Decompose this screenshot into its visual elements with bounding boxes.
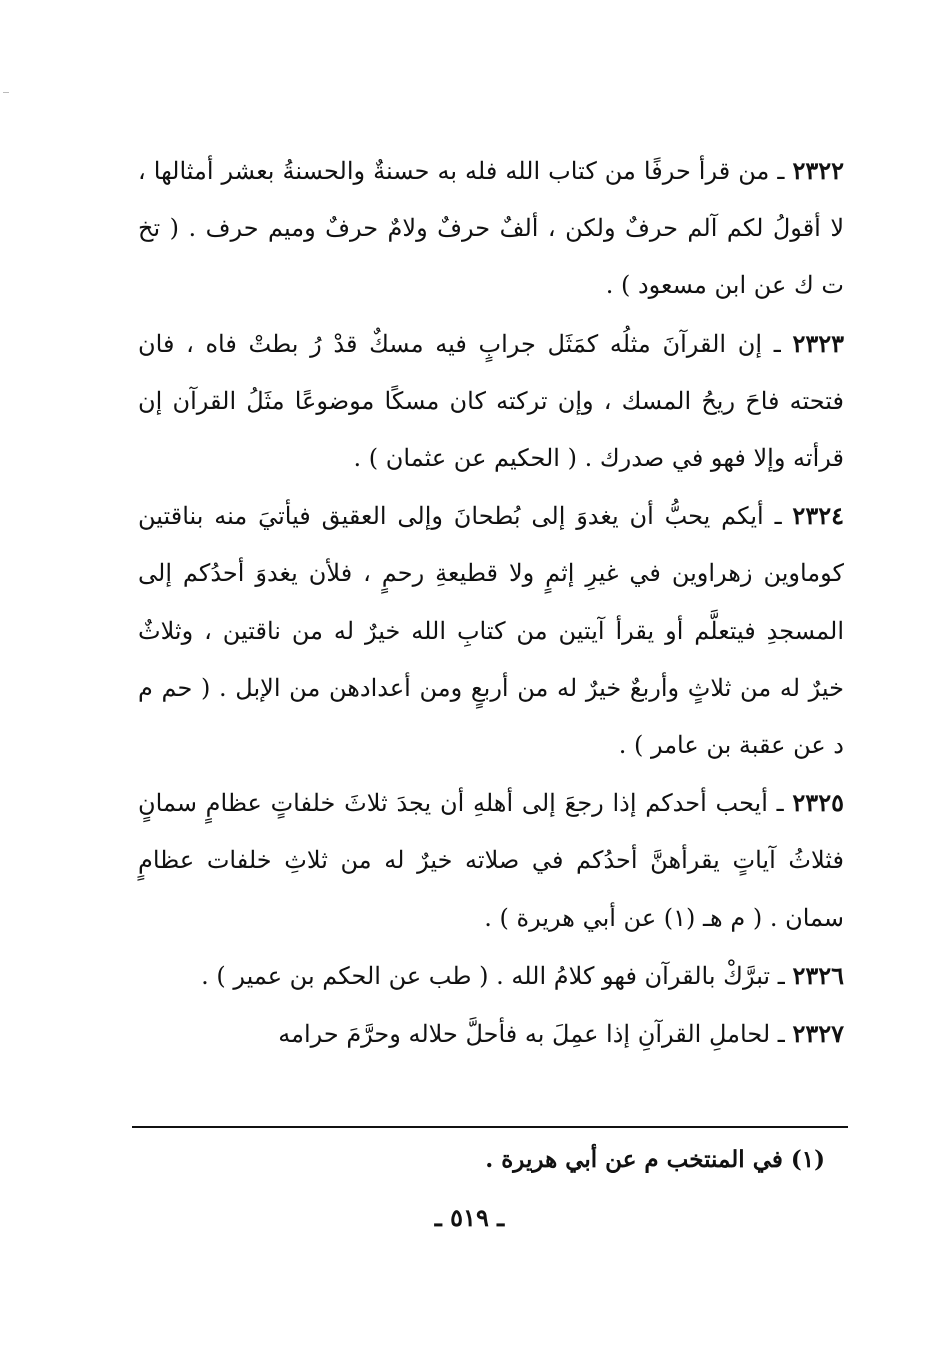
hadith-body: أيكم يحبُّ أن يغدوَ إلى بُطحانَ وإلى العقيق فيأتيَ منه بناقتين كوماوين زهراوين في غيرِ إثمٍ ولا قطيعةِ رحمٍ ، فلأن يغدوَ أحدُكم إلى المسجدِ فيتعلَّم أو يقرأ آيتين من كتابِ الله خيرٌ له من ناقتين ، وثلاثٌ خيرٌ له من ثلاثٍ وأربعٌ خيرٌ له من أربعٍ ومن أعدادهن من الإبل . ( حم م د عن عقبة بن عامر ) . (138, 502, 844, 760)
hadith-2327 (138, 1005, 844, 1063)
hadith-separator: ـ (776, 789, 784, 818)
hadith-body: تبرَّكْ بالقرآن فهو كلامُ الله . ( طب عن الحكم بن عمير ) . (201, 961, 771, 990)
hadith-separator: ـ (777, 157, 785, 185)
hadith-separator: ـ (774, 502, 782, 531)
hadith-number: ٢٣٢٢ (792, 156, 844, 185)
hadith-2323 (138, 315, 844, 488)
hadith-number: ٢٣٢٥ (792, 788, 844, 818)
hadith-number: ٢٣٢٤ (792, 501, 844, 531)
hadith-2322 (138, 142, 844, 315)
footnote-divider (132, 1126, 848, 1128)
hadith-body: لحاملِ القرآنِ إذا عمِلَ به فأحلَّ حلاله وحرَّمَ حرامه (278, 1020, 771, 1049)
footnote: (١) في المنتخب م عن أبي هريرة . (485, 1146, 825, 1173)
hadith-2326 (138, 947, 844, 1005)
hadith-separator: ـ (777, 1020, 785, 1049)
hadith-number: ٢٣٢٧ (792, 1019, 844, 1049)
hadith-separator: ـ (773, 329, 781, 358)
hadith-separator: ـ (777, 961, 785, 990)
page-number: ـ ٥١٩ ـ (434, 1203, 505, 1232)
hadith-body: أيحب أحدكم إذا رجعَ إلى أهلهِ أن يجدَ ثلاثَ خلفاتٍ عظامٍ سمانٍ فثلاثُ آياتٍ يقرأهنَّ أحدُكم في صلاته خيرٌ له من ثلاثِ خلفات عظامٍ سمان . ( م هـ (١) عن أبي هريرة ) . (138, 789, 845, 932)
hadith-2325 (138, 774, 844, 947)
hadith-2324 (138, 487, 844, 774)
hadith-number: ٢٣٢٦ (792, 960, 844, 990)
hadith-text-block (138, 142, 844, 1063)
hadith-body: من قرأ حرفًا من كتاب الله فله به حسنةٌ والحسنةُ بعشر أمثالها ، لا أقولُ لكم آلم حرفٌ ولكن ، ألفٌ حرفٌ ولامٌ حرفٌ وميم حرف . ( تخ ت ك عن ابن مسعود ) . (138, 157, 845, 300)
scan-mark (3, 92, 9, 93)
hadith-body: إن القرآنَ مثلُه كمَثَل جرابٍ فيه مسكٌ قدْ رُ بطتْ فاه ، فان فتحته فاحَ ريحُ المسك ، وإن تركته كان مسكًا موضوعًا مثَلُ القرآن إن قرأته وإلا فهو في صدرك . ( الحكيم عن عثمان ) . (138, 329, 844, 473)
hadith-number: ٢٣٢٣ (792, 328, 844, 358)
